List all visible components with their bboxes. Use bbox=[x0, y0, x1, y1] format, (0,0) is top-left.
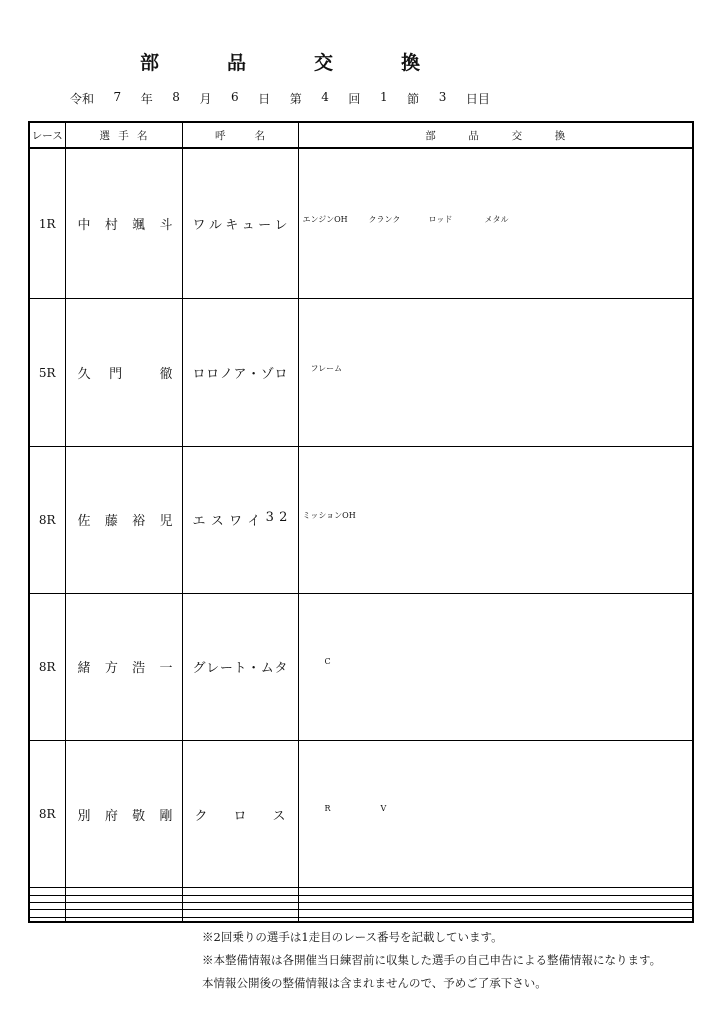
racer-name bbox=[65, 903, 182, 910]
dateline-token: 日目 bbox=[465, 92, 490, 106]
callname-char: イ bbox=[247, 514, 261, 530]
dateline-token: 第 bbox=[289, 92, 302, 106]
part-item: ミッションOH bbox=[302, 510, 356, 520]
header-char: 名 bbox=[137, 129, 148, 142]
racer-name-char: 徹 bbox=[159, 367, 173, 383]
racer-name bbox=[65, 446, 182, 593]
callname-char: ア bbox=[233, 367, 247, 383]
racer-name-char: 颯 bbox=[132, 218, 146, 234]
race-number: 8R bbox=[30, 446, 65, 593]
callname-char: レ bbox=[274, 218, 288, 234]
dateline-token: 日 bbox=[258, 92, 271, 106]
header-char: 選 bbox=[99, 129, 110, 142]
title-char: 部 bbox=[140, 52, 160, 74]
part-item: V bbox=[380, 804, 387, 814]
racer-name bbox=[65, 888, 182, 895]
callname-char: ク bbox=[194, 808, 208, 824]
callname-char: レ bbox=[206, 661, 220, 677]
part-item: エンジンOH bbox=[302, 214, 348, 224]
parts-exchanged bbox=[298, 741, 692, 888]
race-number bbox=[30, 888, 65, 895]
race-number bbox=[30, 910, 65, 917]
dateline-token: 6 bbox=[230, 90, 239, 104]
callname-char: ュ bbox=[241, 218, 255, 234]
header-char: 品 bbox=[468, 129, 479, 142]
callname-char: ス bbox=[210, 514, 224, 530]
callname-char: 2 bbox=[279, 510, 288, 526]
callname-char: ロ bbox=[192, 367, 206, 383]
racer-name bbox=[65, 741, 182, 888]
dateline-token: 節 bbox=[407, 92, 420, 106]
callname-char: ワ bbox=[192, 218, 206, 234]
parts-exchange-table bbox=[28, 121, 694, 923]
callname-char: キ bbox=[225, 218, 239, 234]
racer-name-char: 府 bbox=[104, 808, 118, 824]
table-row bbox=[30, 910, 692, 917]
callname-char: ゾ bbox=[260, 367, 274, 383]
racer-name-char: 裕 bbox=[132, 514, 146, 530]
callname-char: ム bbox=[260, 661, 274, 677]
callname-char: ロ bbox=[233, 808, 247, 824]
table-row bbox=[30, 903, 692, 910]
table-row bbox=[30, 446, 692, 593]
header-char: 名 bbox=[254, 129, 265, 142]
footnotes bbox=[202, 926, 661, 995]
dateline-token: 令和 bbox=[70, 92, 95, 106]
racer-name-char: 斗 bbox=[159, 218, 173, 234]
dateline-token: 回 bbox=[348, 92, 361, 106]
racer-name-char: 剛 bbox=[159, 808, 173, 824]
footnote-3: 本情報公開後の整備情報は含まれませんので、予めご了承下さい。 bbox=[202, 976, 547, 990]
race-number bbox=[30, 895, 65, 902]
parts-exchanged bbox=[298, 446, 692, 593]
callname bbox=[182, 741, 298, 888]
header-char: 部 bbox=[425, 129, 436, 142]
racer-name-char: 久 bbox=[77, 367, 91, 383]
callname-char: ス bbox=[272, 808, 286, 824]
callname bbox=[182, 888, 298, 895]
table-row bbox=[30, 917, 692, 921]
callname-char: ノ bbox=[219, 367, 233, 383]
table-row bbox=[30, 148, 692, 299]
parts-exchanged bbox=[298, 917, 692, 921]
page-title bbox=[140, 48, 420, 75]
callname-char: ロ bbox=[206, 367, 220, 383]
table-header-row bbox=[30, 123, 692, 148]
dateline-token: 月 bbox=[199, 92, 212, 106]
header-char: 交 bbox=[511, 129, 523, 142]
header-racer-name bbox=[65, 123, 182, 148]
parts-exchanged bbox=[298, 148, 692, 299]
callname bbox=[182, 148, 298, 299]
callname-char: エ bbox=[192, 514, 206, 530]
footnote-1: ※2回乗りの選手は1走目のレース番号を記載しています。 bbox=[202, 930, 503, 944]
table-row bbox=[30, 593, 692, 740]
parts-exchanged bbox=[298, 888, 692, 895]
racer-name bbox=[65, 917, 182, 921]
callname-char: タ bbox=[274, 661, 288, 677]
header-char: 換 bbox=[554, 129, 566, 142]
callname-char: ロ bbox=[274, 367, 288, 383]
header-race: レース bbox=[30, 123, 65, 148]
parts-exchanged bbox=[298, 299, 692, 446]
callname-char: ・ bbox=[247, 661, 261, 677]
header-callname bbox=[182, 123, 298, 148]
part-item: ロッド bbox=[428, 214, 453, 224]
racer-name-char: 中 bbox=[77, 218, 91, 234]
racer-name-char: 佐 bbox=[77, 514, 91, 530]
title-char: 交 bbox=[313, 52, 333, 74]
part-item: フレーム bbox=[310, 363, 343, 373]
callname-char: ワ bbox=[229, 514, 243, 530]
callname bbox=[182, 299, 298, 446]
racer-name bbox=[65, 593, 182, 740]
callname bbox=[182, 903, 298, 910]
dateline-token: 年 bbox=[140, 92, 153, 106]
callname-char: グ bbox=[192, 661, 206, 677]
dateline-token: 3 bbox=[438, 90, 447, 104]
callname bbox=[182, 917, 298, 921]
racer-name-char: 村 bbox=[104, 218, 118, 234]
table-row bbox=[30, 741, 692, 888]
racer-name-char: 別 bbox=[77, 808, 91, 824]
racer-name bbox=[65, 299, 182, 446]
callname-char: ル bbox=[208, 218, 222, 234]
header-parts-exchange bbox=[298, 123, 692, 148]
header-char: 呼 bbox=[215, 129, 226, 142]
dateline-token: 4 bbox=[321, 90, 329, 104]
date-session-line bbox=[70, 90, 490, 107]
table-row bbox=[30, 299, 692, 446]
part-item: メタル bbox=[484, 214, 509, 224]
dateline-token: 1 bbox=[379, 90, 388, 104]
racer-name-char: 敬 bbox=[132, 808, 146, 824]
racer-name bbox=[65, 910, 182, 917]
racer-name-char: 藤 bbox=[104, 514, 118, 530]
part-item: C bbox=[324, 656, 331, 666]
racer-name-char: 方 bbox=[104, 661, 118, 677]
racer-name bbox=[65, 148, 182, 299]
callname-char: ト bbox=[233, 661, 247, 677]
race-number bbox=[30, 903, 65, 910]
racer-name-char: 門 bbox=[109, 367, 123, 383]
title-char: 品 bbox=[226, 52, 246, 74]
callname-char: ー bbox=[219, 661, 233, 677]
race-number: 1R bbox=[30, 148, 65, 299]
race-number: 8R bbox=[30, 593, 65, 740]
header-char: 手 bbox=[118, 129, 129, 142]
callname bbox=[182, 446, 298, 593]
callname bbox=[182, 895, 298, 902]
title-char: 換 bbox=[400, 52, 420, 74]
racer-name bbox=[65, 895, 182, 902]
race-number: 8R bbox=[30, 741, 65, 888]
race-number bbox=[30, 917, 65, 921]
footnote-2: ※本整備情報は各開催当日練習前に収集した選手の自己申告による整備情報になります。 bbox=[202, 953, 662, 967]
table-row bbox=[30, 895, 692, 902]
racer-name-char: 児 bbox=[159, 514, 173, 530]
dateline-token: 8 bbox=[172, 90, 180, 104]
racer-name-char: 浩 bbox=[132, 661, 146, 677]
race-number: 5R bbox=[30, 299, 65, 446]
callname-char: 3 bbox=[265, 510, 274, 526]
parts-exchanged bbox=[298, 593, 692, 740]
racer-name-char: 一 bbox=[159, 661, 173, 677]
racer-name-char: 緒 bbox=[77, 661, 91, 677]
parts-exchanged bbox=[298, 895, 692, 902]
part-item: R bbox=[324, 804, 331, 814]
callname-char: ー bbox=[258, 218, 272, 234]
part-item: クランク bbox=[368, 214, 401, 224]
dateline-token: 7 bbox=[113, 90, 122, 104]
table-row bbox=[30, 888, 692, 895]
callname bbox=[182, 910, 298, 917]
callname-char: ・ bbox=[247, 367, 261, 383]
callname bbox=[182, 593, 298, 740]
parts-exchanged bbox=[298, 910, 692, 917]
parts-exchanged bbox=[298, 903, 692, 910]
